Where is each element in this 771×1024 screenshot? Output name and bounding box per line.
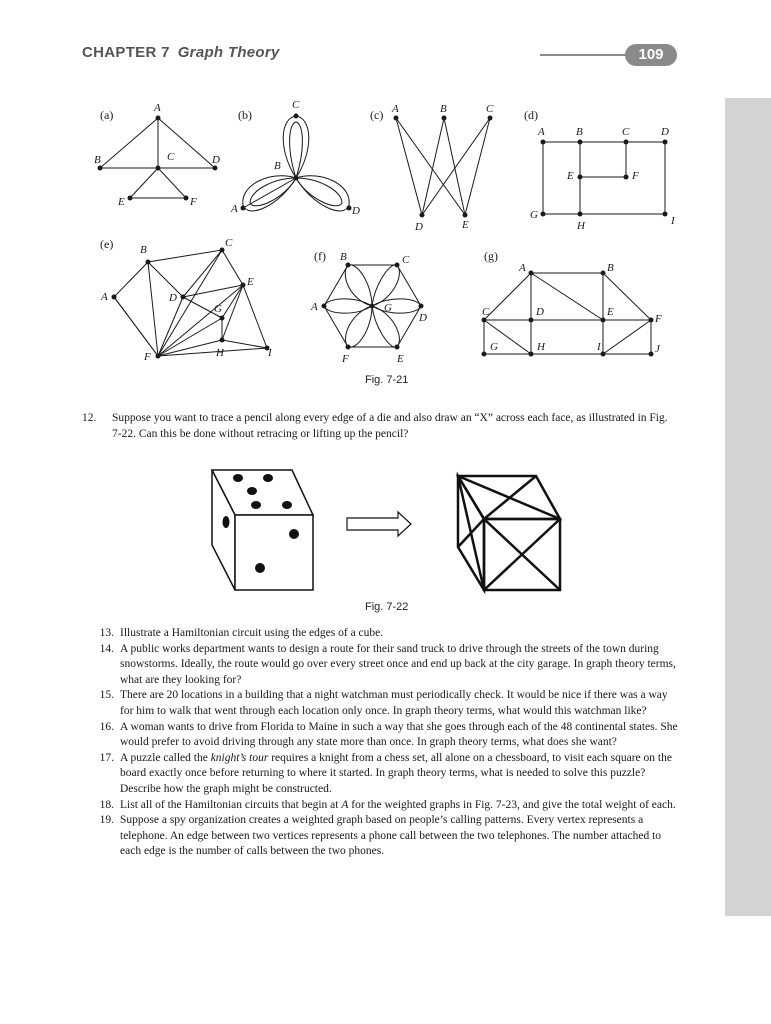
running-header — [82, 44, 280, 61]
vertex-label: G — [530, 209, 538, 221]
question-12 — [82, 410, 682, 442]
fig-7-22-caption: Fig. 7-22 — [365, 601, 409, 613]
question-14 — [82, 642, 682, 689]
graph-a — [94, 102, 220, 208]
vertex-label: E — [462, 219, 469, 231]
graph-c — [370, 103, 494, 233]
die-drawing — [212, 470, 313, 590]
question-text: Illustrate a Hamiltonian circuit using the edges of a cube. — [120, 627, 384, 639]
vertex-label: F — [632, 170, 639, 182]
vertex-label: B — [274, 160, 281, 172]
vertex-label: D — [419, 312, 427, 324]
question-text: List all of the Hamiltonian circuits that begin at — [120, 798, 342, 811]
vertex-label: H — [577, 220, 585, 232]
vertex-label: A — [101, 291, 108, 303]
question-17 — [82, 751, 682, 798]
vertex-label: I — [268, 347, 272, 359]
question-number: 19. — [99, 814, 114, 827]
page-side-tab — [725, 98, 771, 916]
vertex-label: D — [352, 205, 360, 217]
graph-b — [230, 99, 360, 217]
graph-c-label: (c) — [370, 108, 384, 122]
graph-f-label: (f) — [314, 249, 326, 263]
vertex-label: A — [311, 301, 318, 313]
vertex-label: A — [392, 103, 399, 115]
vertex-label: D — [212, 154, 220, 166]
question-number: 17. — [99, 751, 114, 764]
question-number: 18. — [99, 798, 114, 811]
exercise-list — [82, 626, 682, 860]
vertex-label: F — [655, 313, 662, 325]
vertex-label: F — [342, 353, 349, 365]
vertex-label: A — [231, 203, 238, 215]
vertex-label: B — [340, 251, 347, 263]
question-text: There are 20 locations in a building that a night watchman must periodically check. It would be nice if there was a way for him to walk that went through each location only once. In graph theory terms, what would this watchman like? — [120, 689, 668, 717]
emphasis-term: A — [341, 798, 349, 811]
traced-die-drawing — [458, 476, 560, 590]
vertex-label: F — [190, 196, 197, 208]
graph-g — [482, 249, 663, 357]
emphasis-term: knight’s tour — [210, 751, 269, 764]
arrow-icon — [347, 512, 411, 536]
question-16 — [82, 720, 682, 751]
vertex-label: I — [671, 215, 675, 227]
vertex-label: C — [482, 306, 490, 318]
vertex-label: E — [247, 276, 254, 288]
vertex-label: F — [144, 351, 151, 363]
graph-f — [310, 249, 427, 365]
vertex-label: D — [661, 126, 669, 138]
vertex-label: B — [140, 244, 147, 256]
question-text-continued: requires a knight from a chess set, all alone on a chessboard, to visit each square on the board exactly once before returning to where it started. In graph theory terms, what is needed to solve this puzzle? Describe how the graph might be constructed. — [120, 751, 672, 795]
question-15 — [82, 688, 682, 719]
question-text-continued: for the weighted graphs in Fig. 7-23, and give the total weight of each. — [348, 798, 676, 811]
graph-a-label: (a) — [100, 108, 114, 122]
vertex-label: E — [397, 353, 404, 365]
vertex-label: C — [402, 254, 410, 266]
graph-g-label: (g) — [484, 249, 498, 263]
question-text: Suppose you want to trace a pencil along every edge of a die and also draw an “X” across each face, as illustrated in Fig. 7-22. Can this be done without retracing or lifting up the pencil? — [112, 412, 668, 440]
question-text: Suppose a spy organization creates a weighted graph based on people’s calling patterns. Every vertex represents a telephone. An edge between two vertices represents a phone call between the two telephones. The number attached to each edge is the number of calls between the two phones. — [120, 814, 662, 858]
vertex-label: G — [214, 303, 222, 315]
question-text: A puzzle called the — [120, 751, 211, 764]
question-text: A woman wants to drive from Florida to Maine in such a way that she goes through each of the 48 continental states. She would prefer to avoid driving through any state more than once. In graph theory terms, what does she want? — [120, 720, 678, 749]
vertex-label: B — [94, 154, 101, 166]
vertex-label: E — [567, 170, 574, 182]
vertex-label: C — [292, 99, 300, 111]
graph-e — [100, 237, 273, 363]
vertex-label: B — [440, 103, 447, 115]
vertex-label: C — [486, 103, 494, 115]
vertex-label: C — [167, 151, 175, 163]
vertex-label: D — [536, 306, 544, 318]
vertex-label: D — [415, 221, 423, 233]
vertex-label: G — [490, 341, 498, 353]
question-19 — [82, 813, 682, 860]
vertex-label: A — [519, 262, 526, 274]
question-18 — [82, 798, 682, 814]
vertex-label: I — [597, 341, 601, 353]
page-number: 109 — [625, 44, 677, 66]
graph-b-label: (b) — [238, 108, 252, 122]
graph-d — [524, 108, 676, 232]
question-number: 13. — [99, 627, 114, 639]
vertex-label: D — [169, 292, 177, 304]
vertex-label: B — [607, 262, 614, 274]
question-number: 14. — [99, 642, 114, 655]
graph-d-label: (d) — [524, 108, 538, 122]
question-number: 12. — [82, 412, 97, 424]
vertex-label: C — [622, 126, 630, 138]
vertex-label: G — [384, 302, 392, 314]
fig-7-21-caption: Fig. 7-21 — [365, 374, 409, 386]
vertex-label: A — [538, 126, 545, 138]
vertex-label: C — [225, 237, 233, 249]
vertex-label: H — [537, 341, 545, 353]
vertex-label: E — [118, 196, 125, 208]
graph-e-label: (e) — [100, 237, 114, 251]
vertex-label: H — [216, 347, 224, 359]
question-13 — [82, 626, 682, 642]
question-text: A public works department wants to design a route for their sand truck to drive through the streets of the town during snowstorms. Ideally, the route would go over every street once and end up back at the city garage. In graph theory terms, what are they looking for? — [120, 642, 676, 686]
vertex-label: J — [655, 343, 660, 355]
question-number: 16. — [99, 720, 114, 733]
figure-7-21 — [0, 90, 720, 380]
question-number: 15. — [99, 689, 114, 702]
figure-7-22 — [195, 460, 575, 600]
chapter-title: Graph Theory — [177, 44, 280, 61]
vertex-label: A — [154, 102, 161, 114]
vertex-label: B — [576, 126, 583, 138]
chapter-label: CHAPTER 7 — [82, 44, 170, 61]
vertex-label: E — [607, 306, 614, 318]
